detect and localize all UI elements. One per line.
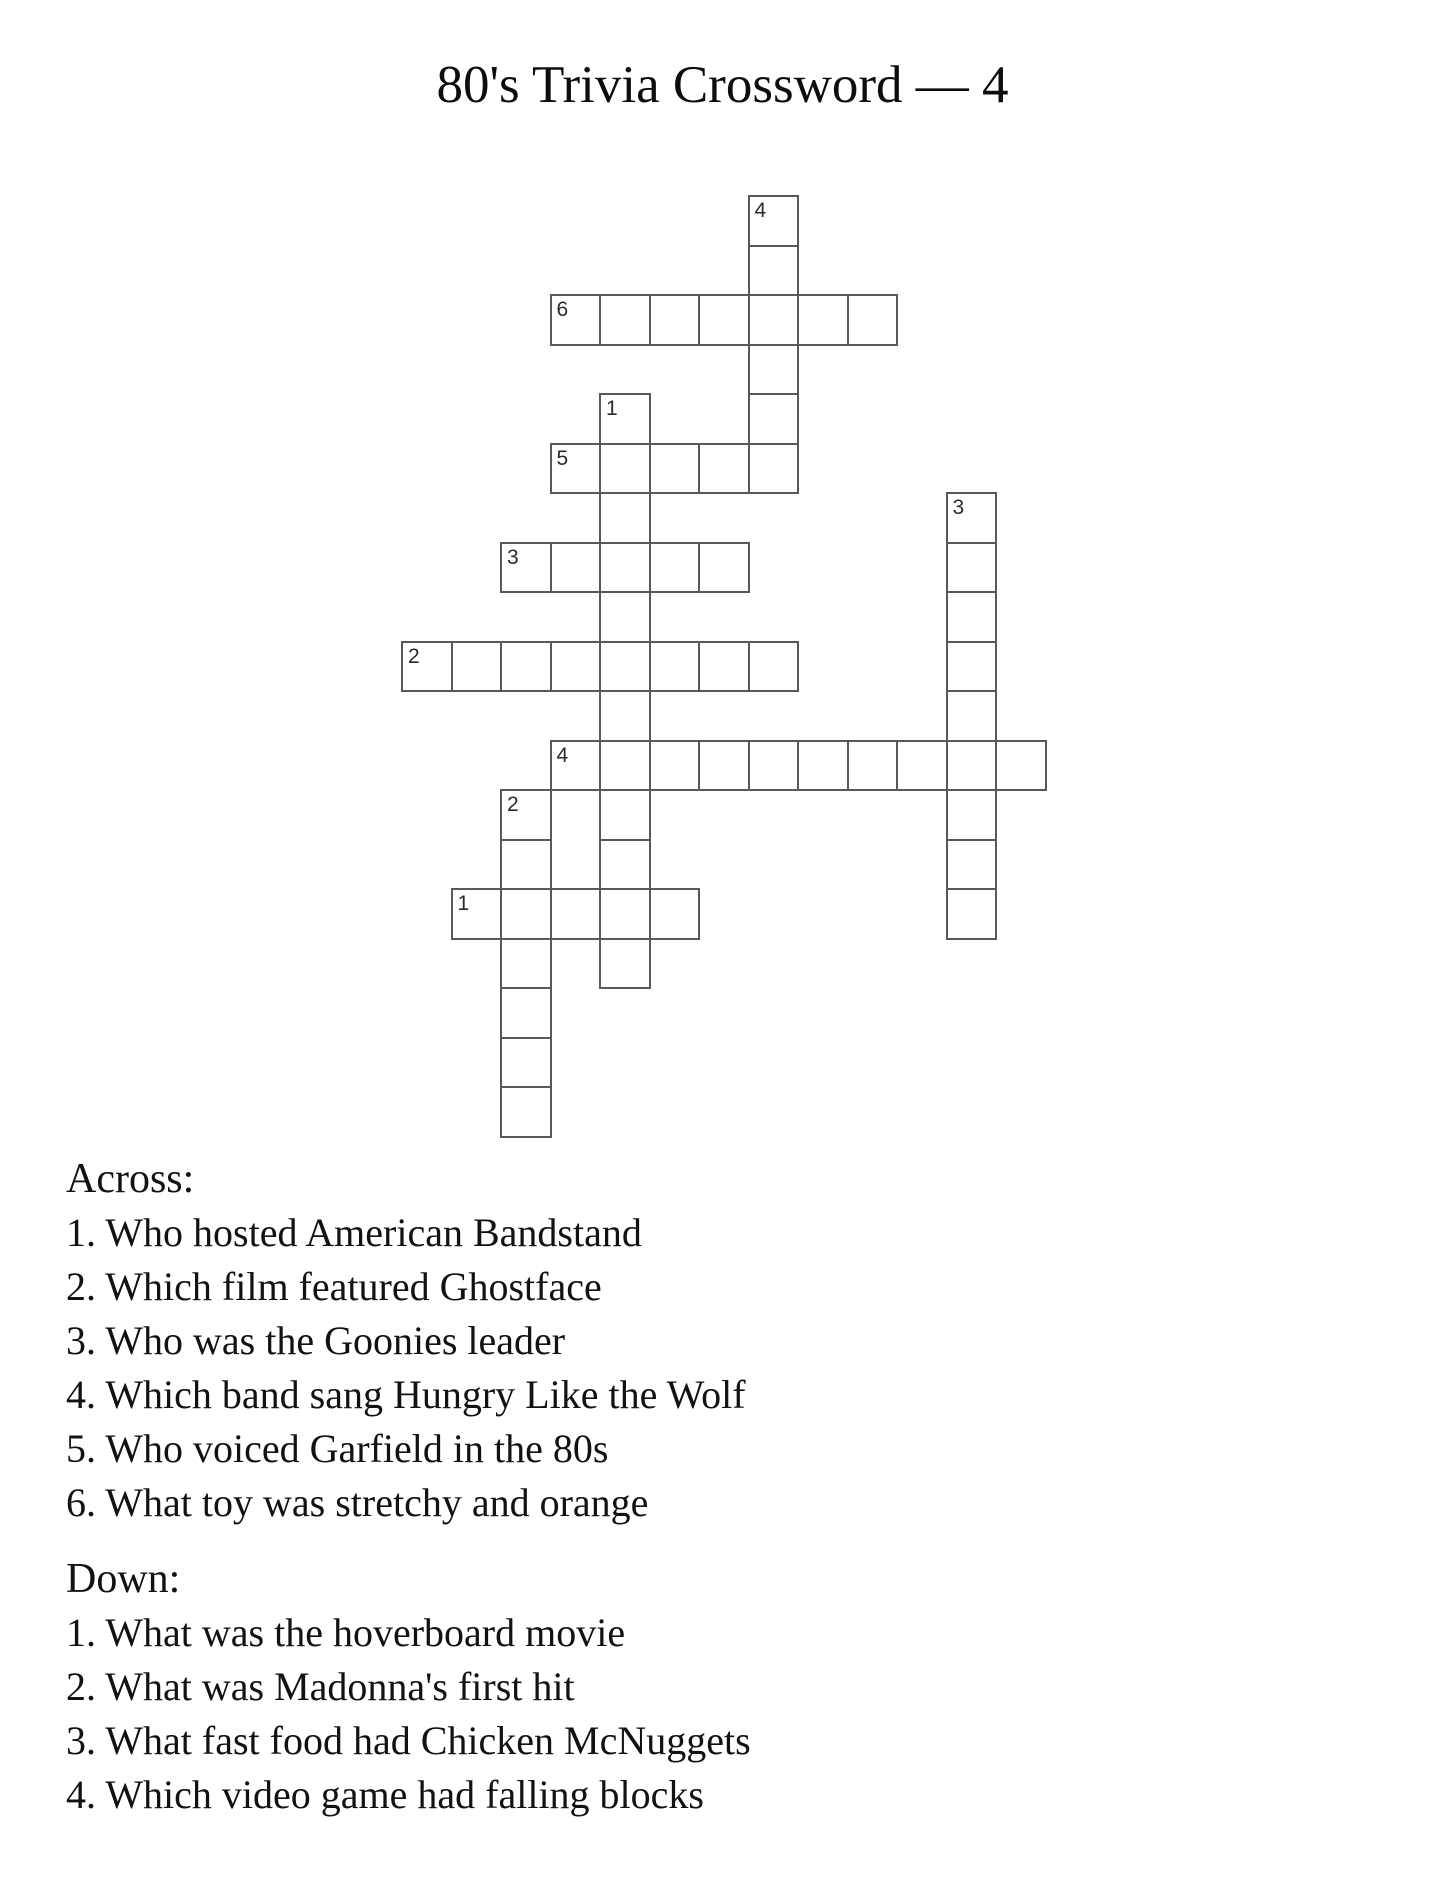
grid-cell[interactable] [500,839,552,891]
grid-cell[interactable] [896,740,948,792]
grid-cell[interactable] [946,740,998,792]
page-title: 80's Trivia Crossword — 4 [436,56,1009,114]
grid-cell[interactable] [500,938,552,990]
grid-cell[interactable] [698,294,750,346]
down-heading: Down: [66,1556,181,1602]
cell-number: 4 [754,199,767,222]
cell-number: 5 [556,446,569,470]
grid-cell[interactable] [946,888,998,940]
grid-cell[interactable] [748,740,800,792]
clue-line-down-2: 2. What was Madonna's first hit [66,1664,575,1709]
cell-number: 3 [507,545,519,569]
clue-line-across-1: 1. Who hosted American Bandstand [66,1210,642,1255]
grid-cell[interactable] [599,690,651,742]
grid-cell[interactable] [550,641,602,693]
grid-cell[interactable] [995,740,1047,792]
grid-cell[interactable] [599,641,651,693]
clue-line-down-3: 3. What fast food had Chicken McNuggets [66,1718,751,1763]
cell-number: 4 [556,743,569,767]
grid-cell[interactable] [748,393,800,445]
grid-cell[interactable] [599,294,651,346]
grid-cell[interactable] [599,888,651,940]
grid-cell[interactable] [500,641,552,693]
grid-cell[interactable] [797,294,849,346]
down-clues [66,1606,1396,1822]
grid-cell[interactable] [451,888,503,940]
grid-cell[interactable] [946,542,998,594]
grid-cell[interactable] [550,888,602,940]
across-heading: Across: [66,1156,195,1202]
grid-cell[interactable] [847,740,899,792]
clues-section [66,1152,1396,1822]
grid-cell[interactable] [649,294,701,346]
grid-cell[interactable] [599,443,651,495]
grid-cell[interactable] [500,789,552,841]
grid-cell[interactable] [599,542,651,594]
grid-cell[interactable] [748,195,800,247]
cell-number: 1 [606,397,618,420]
grid-cell[interactable] [451,641,503,693]
grid-cell[interactable] [748,294,800,346]
grid-cell[interactable] [500,1086,552,1138]
cell-number: 6 [556,298,569,321]
cell-number: 1 [457,892,470,915]
grid-cell[interactable] [748,641,800,693]
clue-line-down-1: 1. What was the hoverboard movie [66,1610,626,1655]
grid-cell[interactable] [698,641,750,693]
cell-number: 2 [408,644,420,668]
cell-number: 2 [507,793,519,816]
grid-cell[interactable] [649,740,701,792]
grid-cell[interactable] [599,740,651,792]
grid-cell[interactable] [946,492,998,544]
grid-cell[interactable] [599,393,651,445]
clue-line-down-4: 4. Which video game had falling blocks [66,1772,704,1817]
grid-cell[interactable] [748,443,800,495]
grid-cell[interactable] [847,294,899,346]
across-clues [66,1206,1396,1530]
grid-cell[interactable] [500,542,552,594]
grid-cell[interactable] [946,591,998,643]
grid-cell[interactable] [500,987,552,1039]
grid-cell[interactable] [500,1037,552,1089]
grid-cell[interactable] [599,591,651,643]
grid-cell[interactable] [698,443,750,495]
grid-cell[interactable] [599,839,651,891]
grid-cell[interactable] [599,492,651,544]
grid-cell[interactable] [946,839,998,891]
grid-cell[interactable] [550,443,602,495]
grid-cell[interactable] [401,641,453,693]
clue-line-across-3: 3. Who was the Goonies leader [66,1318,566,1363]
grid-cell[interactable] [946,690,998,742]
grid-cell[interactable] [550,294,602,346]
grid-cell[interactable] [946,641,998,693]
grid-cell[interactable] [649,542,701,594]
grid-cell[interactable] [698,740,750,792]
cell-number: 3 [952,496,965,519]
grid-cell[interactable] [599,789,651,841]
grid-cell[interactable] [500,888,552,940]
grid-cell[interactable] [797,740,849,792]
grid-cell[interactable] [649,443,701,495]
clue-line-across-2: 2. Which film featured Ghostface [66,1264,602,1309]
clue-line-across-4: 4. Which band sang Hungry Like the Wolf [66,1372,746,1417]
clue-line-across-5: 5. Who voiced Garfield in the 80s [66,1426,609,1471]
grid-cell[interactable] [946,789,998,841]
grid-cell[interactable] [599,938,651,990]
grid-cell[interactable] [550,542,602,594]
grid-cell[interactable] [649,641,701,693]
grid-cell[interactable] [550,740,602,792]
grid-cell[interactable] [748,245,800,297]
grid-cell[interactable] [649,888,701,940]
grid-cell[interactable] [698,542,750,594]
grid-cell[interactable] [748,344,800,396]
clue-line-across-6: 6. What toy was stretchy and orange [66,1480,649,1525]
